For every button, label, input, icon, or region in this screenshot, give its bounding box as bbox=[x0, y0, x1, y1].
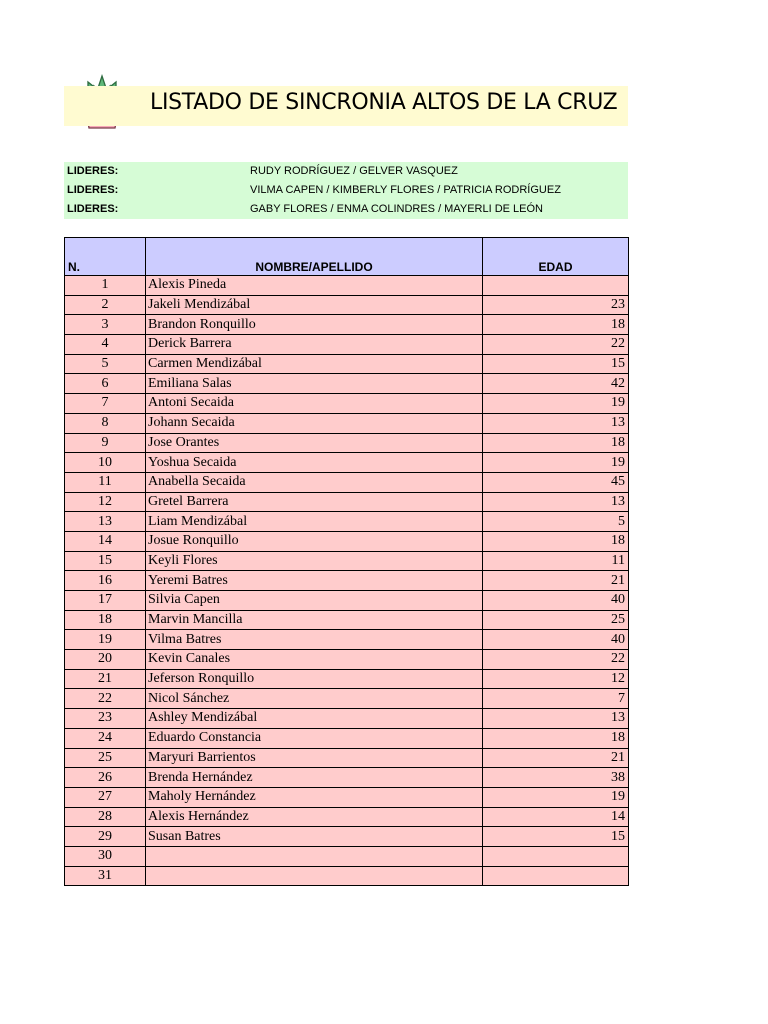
leader-names: VILMA CAPEN / KIMBERLY FLORES / PATRICIA RODRÍGUEZ bbox=[250, 184, 561, 196]
leader-row bbox=[64, 162, 628, 181]
row-age-cell: 13 bbox=[483, 413, 629, 433]
row-name-cell: Antoni Secaida bbox=[146, 394, 483, 414]
table-row bbox=[65, 650, 629, 670]
column-header-number: N. bbox=[65, 238, 146, 276]
leader-label: LIDERES: bbox=[67, 165, 119, 177]
row-age-cell: 22 bbox=[483, 335, 629, 355]
row-age-cell: 11 bbox=[483, 551, 629, 571]
row-number-cell: 26 bbox=[65, 768, 146, 788]
row-name-cell bbox=[146, 866, 483, 886]
row-age-cell: 19 bbox=[483, 787, 629, 807]
table-row bbox=[65, 276, 629, 296]
row-number-cell: 25 bbox=[65, 748, 146, 768]
table-row bbox=[65, 433, 629, 453]
row-age-cell: 12 bbox=[483, 669, 629, 689]
row-number-cell: 18 bbox=[65, 610, 146, 630]
table-row bbox=[65, 394, 629, 414]
row-age-cell: 21 bbox=[483, 748, 629, 768]
table-row bbox=[65, 630, 629, 650]
row-name-cell: Keyli Flores bbox=[146, 551, 483, 571]
row-age-cell: 14 bbox=[483, 807, 629, 827]
row-name-cell: Carmen Mendizábal bbox=[146, 354, 483, 374]
table-row bbox=[65, 453, 629, 473]
table-row bbox=[65, 472, 629, 492]
row-name-cell: Jakeli Mendizábal bbox=[146, 295, 483, 315]
row-age-cell: 13 bbox=[483, 709, 629, 729]
row-name-cell bbox=[146, 846, 483, 866]
row-age-cell: 18 bbox=[483, 728, 629, 748]
row-age-cell: 18 bbox=[483, 531, 629, 551]
table-row bbox=[65, 669, 629, 689]
row-number-cell: 8 bbox=[65, 413, 146, 433]
leader-names: RUDY RODRÍGUEZ / GELVER VASQUEZ bbox=[250, 165, 458, 177]
leaders-section bbox=[64, 162, 628, 219]
table-row bbox=[65, 413, 629, 433]
row-name-cell: Vilma Batres bbox=[146, 630, 483, 650]
row-number-cell: 19 bbox=[65, 630, 146, 650]
row-number-cell: 21 bbox=[65, 669, 146, 689]
table-row bbox=[65, 591, 629, 611]
row-name-cell: Johann Secaida bbox=[146, 413, 483, 433]
leader-row bbox=[64, 200, 628, 219]
row-name-cell: Brandon Ronquillo bbox=[146, 315, 483, 335]
row-number-cell: 10 bbox=[65, 453, 146, 473]
table-row bbox=[65, 551, 629, 571]
row-number-cell: 16 bbox=[65, 571, 146, 591]
row-name-cell: Derick Barrera bbox=[146, 335, 483, 355]
row-age-cell: 15 bbox=[483, 827, 629, 847]
table-row bbox=[65, 610, 629, 630]
page-title: LISTADO DE SINCRONIA ALTOS DE LA CRUZ bbox=[150, 90, 618, 115]
row-age-cell: 25 bbox=[483, 610, 629, 630]
row-name-cell: Yeremi Batres bbox=[146, 571, 483, 591]
table-row bbox=[65, 728, 629, 748]
row-number-cell: 1 bbox=[65, 276, 146, 296]
row-number-cell: 6 bbox=[65, 374, 146, 394]
row-age-cell: 7 bbox=[483, 689, 629, 709]
row-name-cell: Emiliana Salas bbox=[146, 374, 483, 394]
row-age-cell: 15 bbox=[483, 354, 629, 374]
table-row bbox=[65, 531, 629, 551]
row-number-cell: 29 bbox=[65, 827, 146, 847]
row-age-cell: 19 bbox=[483, 394, 629, 414]
leader-label: LIDERES: bbox=[67, 203, 119, 215]
row-name-cell: Ashley Mendizábal bbox=[146, 709, 483, 729]
row-age-cell: 21 bbox=[483, 571, 629, 591]
row-number-cell: 4 bbox=[65, 335, 146, 355]
row-name-cell: Nicol Sánchez bbox=[146, 689, 483, 709]
row-name-cell: Maryuri Barrientos bbox=[146, 748, 483, 768]
row-age-cell: 23 bbox=[483, 295, 629, 315]
leader-label: LIDERES: bbox=[67, 184, 119, 196]
table-row bbox=[65, 315, 629, 335]
row-age-cell bbox=[483, 846, 629, 866]
table-row bbox=[65, 689, 629, 709]
row-name-cell: Gretel Barrera bbox=[146, 492, 483, 512]
table-row bbox=[65, 768, 629, 788]
row-name-cell: Brenda Hernández bbox=[146, 768, 483, 788]
roster-body bbox=[65, 276, 629, 886]
table-row bbox=[65, 827, 629, 847]
row-age-cell: 22 bbox=[483, 650, 629, 670]
row-age-cell: 18 bbox=[483, 433, 629, 453]
row-number-cell: 17 bbox=[65, 591, 146, 611]
column-header-name: NOMBRE/APELLIDO bbox=[146, 238, 483, 276]
row-name-cell: Silvia Capen bbox=[146, 591, 483, 611]
row-name-cell: Jose Orantes bbox=[146, 433, 483, 453]
row-age-cell: 38 bbox=[483, 768, 629, 788]
row-name-cell: Jeferson Ronquillo bbox=[146, 669, 483, 689]
row-number-cell: 5 bbox=[65, 354, 146, 374]
column-header-age: EDAD bbox=[483, 238, 629, 276]
row-name-cell: Liam Mendizábal bbox=[146, 512, 483, 532]
row-number-cell: 11 bbox=[65, 472, 146, 492]
row-number-cell: 30 bbox=[65, 846, 146, 866]
table-row bbox=[65, 846, 629, 866]
row-number-cell: 12 bbox=[65, 492, 146, 512]
row-age-cell: 5 bbox=[483, 512, 629, 532]
table-row bbox=[65, 748, 629, 768]
row-name-cell: Eduardo Constancia bbox=[146, 728, 483, 748]
row-number-cell: 2 bbox=[65, 295, 146, 315]
row-age-cell: 13 bbox=[483, 492, 629, 512]
row-number-cell: 23 bbox=[65, 709, 146, 729]
table-row bbox=[65, 807, 629, 827]
roster-table bbox=[64, 237, 629, 886]
row-number-cell: 28 bbox=[65, 807, 146, 827]
leader-names: GABY FLORES / ENMA COLINDRES / MAYERLI DE LEÓN bbox=[250, 203, 544, 215]
table-row bbox=[65, 512, 629, 532]
table-row bbox=[65, 866, 629, 886]
row-number-cell: 9 bbox=[65, 433, 146, 453]
row-age-cell: 40 bbox=[483, 591, 629, 611]
leader-row bbox=[64, 181, 628, 200]
row-number-cell: 14 bbox=[65, 531, 146, 551]
row-name-cell: Marvin Mancilla bbox=[146, 610, 483, 630]
table-row bbox=[65, 374, 629, 394]
table-row bbox=[65, 335, 629, 355]
row-age-cell: 45 bbox=[483, 472, 629, 492]
row-name-cell: Anabella Secaida bbox=[146, 472, 483, 492]
row-number-cell: 15 bbox=[65, 551, 146, 571]
table-row bbox=[65, 709, 629, 729]
row-number-cell: 13 bbox=[65, 512, 146, 532]
row-number-cell: 3 bbox=[65, 315, 146, 335]
row-age-cell: 18 bbox=[483, 315, 629, 335]
row-number-cell: 7 bbox=[65, 394, 146, 414]
table-row bbox=[65, 354, 629, 374]
row-age-cell: 40 bbox=[483, 630, 629, 650]
row-age-cell bbox=[483, 866, 629, 886]
row-number-cell: 27 bbox=[65, 787, 146, 807]
row-age-cell: 42 bbox=[483, 374, 629, 394]
row-number-cell: 22 bbox=[65, 689, 146, 709]
table-row bbox=[65, 571, 629, 591]
row-number-cell: 20 bbox=[65, 650, 146, 670]
row-name-cell: Alexis Pineda bbox=[146, 276, 483, 296]
row-age-cell: 19 bbox=[483, 453, 629, 473]
row-age-cell bbox=[483, 276, 629, 296]
row-name-cell: Kevin Canales bbox=[146, 650, 483, 670]
row-number-cell: 24 bbox=[65, 728, 146, 748]
table-header-row bbox=[65, 238, 629, 276]
row-number-cell: 31 bbox=[65, 866, 146, 886]
row-name-cell: Yoshua Secaida bbox=[146, 453, 483, 473]
row-name-cell: Alexis Hernández bbox=[146, 807, 483, 827]
row-name-cell: Susan Batres bbox=[146, 827, 483, 847]
table-row bbox=[65, 492, 629, 512]
row-name-cell: Maholy Hernández bbox=[146, 787, 483, 807]
table-row bbox=[65, 295, 629, 315]
table-row bbox=[65, 787, 629, 807]
row-name-cell: Josue Ronquillo bbox=[146, 531, 483, 551]
